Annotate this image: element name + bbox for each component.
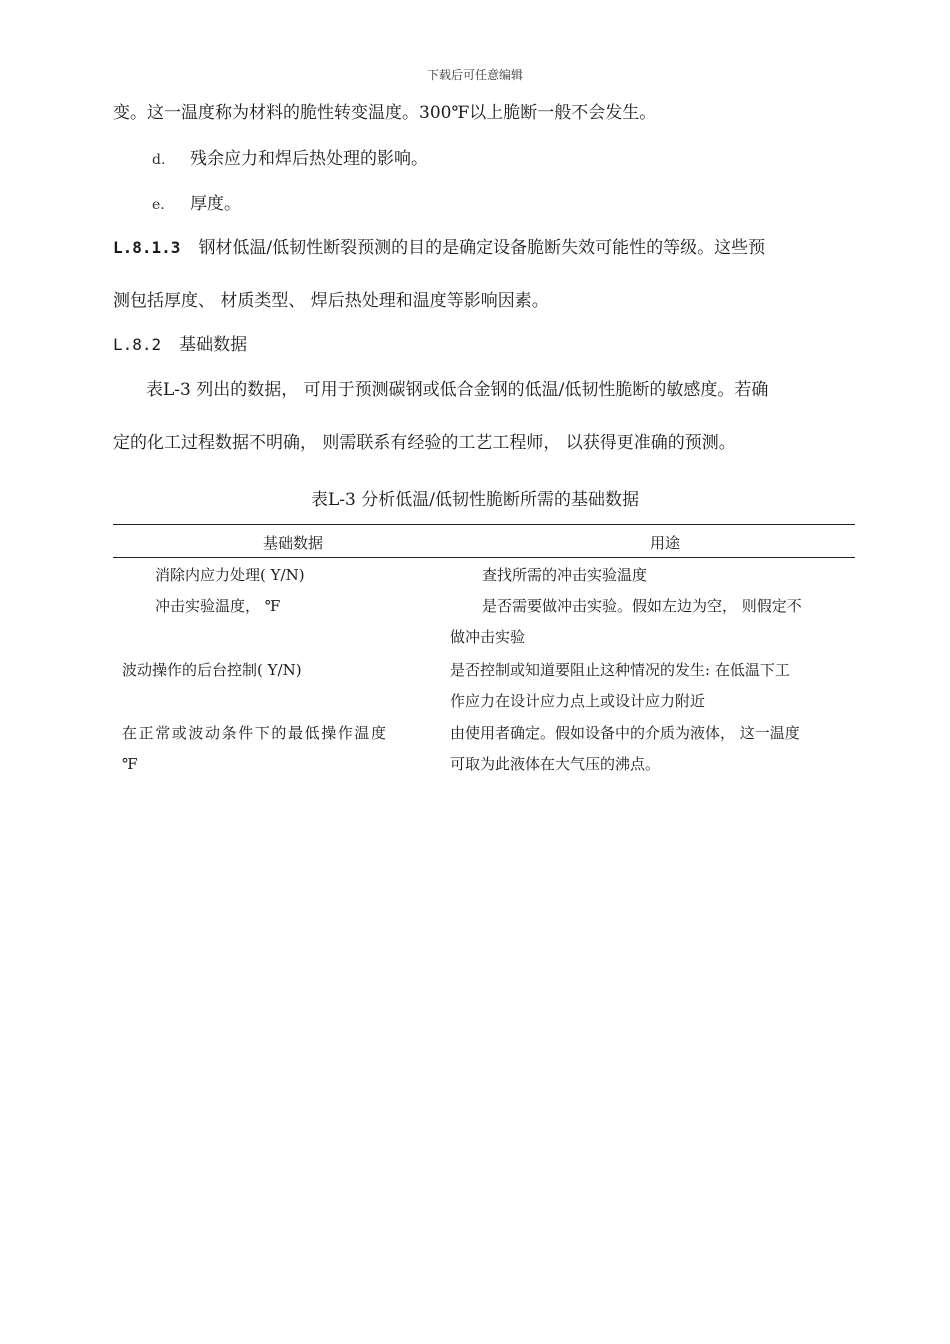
list-item-label: e.	[152, 197, 165, 213]
table-title: 表L-3 分析低温/低韧性脆断所需的基础数据	[311, 490, 639, 510]
section-l82-heading	[113, 334, 247, 356]
list-item-e	[152, 193, 241, 216]
table-cell-use: 做冲击实验	[450, 628, 526, 646]
section-l813-line2: 测包括厚度、 材质类型、 焊后热处理和温度等影响因素。	[113, 291, 549, 311]
table-header-rule	[113, 557, 855, 558]
paragraph-continuation: 变。这一温度称为材料的脆性转变温度。300℉以上脆断一般不会发生。	[113, 103, 657, 123]
table-header-use: 用途	[649, 534, 680, 552]
table-cell-use: 作应力在设计应力点上或设计应力附近	[450, 692, 706, 710]
table-cell-data: 在正常或波动条件下的最低操作温度	[122, 724, 388, 742]
table-header-data: 基础数据	[262, 534, 323, 552]
list-item-text: 厚度。	[190, 194, 241, 214]
section-number: L.8.1.3	[113, 238, 181, 257]
page-header: 下载后可任意编辑	[426, 68, 523, 82]
list-item-d	[152, 148, 428, 171]
table-cell-data: ℉	[122, 755, 138, 773]
section-l813-line1	[113, 237, 765, 259]
table-top-rule	[113, 524, 855, 525]
paragraph-line2: 定的化工过程数据不明确， 则需联系有经验的工艺工程师， 以获得更准确的预测。	[113, 433, 736, 453]
table-cell-data: 波动操作的后台控制( Y/N)	[122, 661, 302, 679]
table-cell-data: 消除内应力处理( Y/N)	[155, 566, 305, 584]
paragraph-line1: 表L-3 列出的数据， 可用于预测碳钢或低合金钢的低温/低韧性脆断的敏感度。若确	[146, 380, 769, 400]
table-cell-use: 可取为此液体在大气压的沸点。	[450, 755, 661, 773]
section-number: L.8.2	[113, 335, 162, 354]
list-item-text: 残余应力和焊后热处理的影响。	[190, 149, 428, 169]
section-title: 基础数据	[179, 335, 248, 355]
section-text: 钢材低温/低韧性断裂预测的目的是确定设备脆断失效可能性的等级。这些预	[198, 238, 766, 258]
table-cell-use: 是否控制或知道要阻止这种情况的发生: 在低温下工	[450, 661, 790, 679]
table-cell-data: 冲击实验温度， ℉	[155, 597, 281, 615]
table-cell-use: 由使用者确定。假如设备中的介质为液体， 这一温度	[450, 724, 800, 742]
table-cell-use: 查找所需的冲击实验温度	[482, 566, 648, 584]
table-cell-use: 是否需要做冲击实验。假如左边为空， 则假定不	[482, 597, 802, 615]
list-item-label: d.	[152, 152, 166, 168]
